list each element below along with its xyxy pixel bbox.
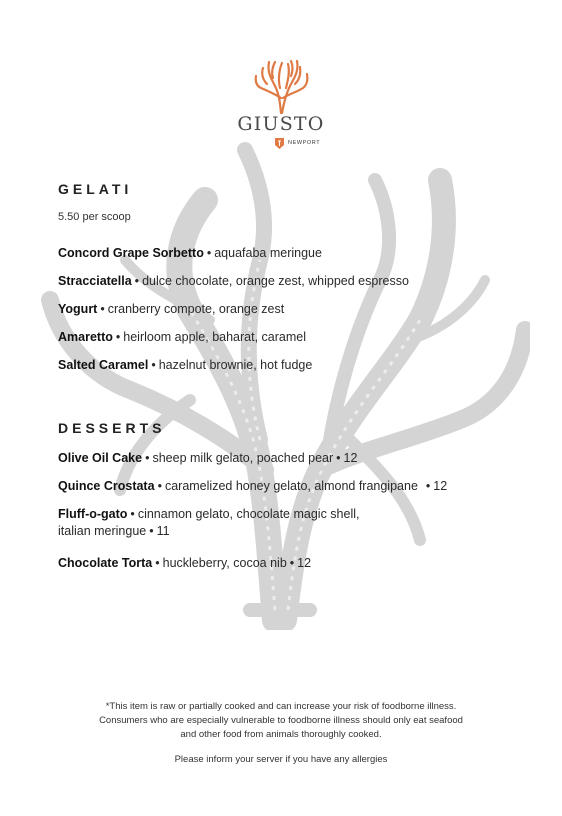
- seal-icon: [275, 138, 284, 149]
- menu-item: Fluff-o-gato • cinnamon gelato, chocolate magic shell, italian meringue • 11: [58, 507, 360, 538]
- item-name: Chocolate Torta: [58, 556, 153, 570]
- item-description: aquafaba meringue: [214, 246, 322, 260]
- section-title-gelati: GELATI: [58, 181, 133, 197]
- disclaimer-line: Consumers who are especially vulnerable to foodborne illness should only eat seafood: [99, 715, 463, 726]
- menu-item: Amaretto • heirloom apple, baharat, caramel: [58, 330, 307, 344]
- desserts-section: [58, 420, 165, 436]
- item-name: Quince Crostata: [58, 479, 155, 493]
- item-name: Stracciatella: [58, 274, 132, 288]
- menu-item: Yogurt • cranberry compote, orange zest: [58, 302, 285, 316]
- item-description: cranberry compote, orange zest: [107, 302, 285, 316]
- menu-item: Salted Caramel • hazelnut brownie, hot fudge: [58, 358, 313, 372]
- item-name: Salted Caramel: [58, 358, 149, 372]
- item-name: Amaretto: [58, 330, 113, 344]
- gelati-section: [58, 181, 132, 223]
- brand-location: NEWPORT: [288, 140, 321, 146]
- menu-item: Stracciatella • dulce chocolate, orange zest, whipped espresso: [58, 274, 409, 288]
- item-description: heirloom apple, baharat, caramel: [123, 330, 307, 344]
- item-description: huckleberry, cocoa nib: [162, 556, 287, 570]
- item-price: 12: [433, 479, 448, 493]
- disclaimer-line: *This item is raw or partially cooked and can increase your risk of foodborne illness.: [105, 701, 457, 712]
- footer-disclaimer: [0, 700, 562, 767]
- coral-logo-icon: [253, 58, 309, 114]
- item-description-continued: italian meringue: [58, 524, 147, 538]
- allergy-notice: Please inform your server if you have any allergies: [174, 754, 388, 765]
- item-price: 12: [297, 556, 312, 570]
- item-description: sheep milk gelato, poached pear: [152, 451, 334, 465]
- brand-location-tag: [275, 138, 335, 152]
- section-title-desserts: DESSERTS: [58, 420, 166, 436]
- item-description: dulce chocolate, orange zest, whipped espresso: [142, 274, 409, 288]
- menu-item: Olive Oil Cake • sheep milk gelato, poached pear • 12: [58, 451, 358, 465]
- item-description: hazelnut brownie, hot fudge: [158, 358, 313, 372]
- item-name: Concord Grape Sorbetto: [58, 246, 204, 260]
- menu-item: Quince Crostata • caramelized honey gelato, almond frangipane • 12: [58, 479, 448, 493]
- item-description: cinnamon gelato, chocolate magic shell,: [137, 507, 360, 521]
- item-description: caramelized honey gelato, almond frangipane: [164, 479, 418, 493]
- disclaimer-line: and other food from animals thoroughly cooked.: [180, 729, 382, 740]
- item-price: 12: [343, 451, 358, 465]
- menu-item: Chocolate Torta • huckleberry, cocoa nib • 12: [58, 556, 312, 570]
- price-note: 5.50 per scoop: [58, 211, 131, 223]
- item-name: Yogurt: [58, 302, 98, 316]
- item-name: Olive Oil Cake: [58, 451, 143, 465]
- item-name: Fluff-o-gato: [58, 507, 128, 521]
- menu-item: Concord Grape Sorbetto • aquafaba meringue: [58, 246, 322, 260]
- brand-logo: [231, 58, 331, 158]
- item-price: 11: [156, 524, 170, 538]
- brand-name: GIUSTO: [237, 113, 325, 135]
